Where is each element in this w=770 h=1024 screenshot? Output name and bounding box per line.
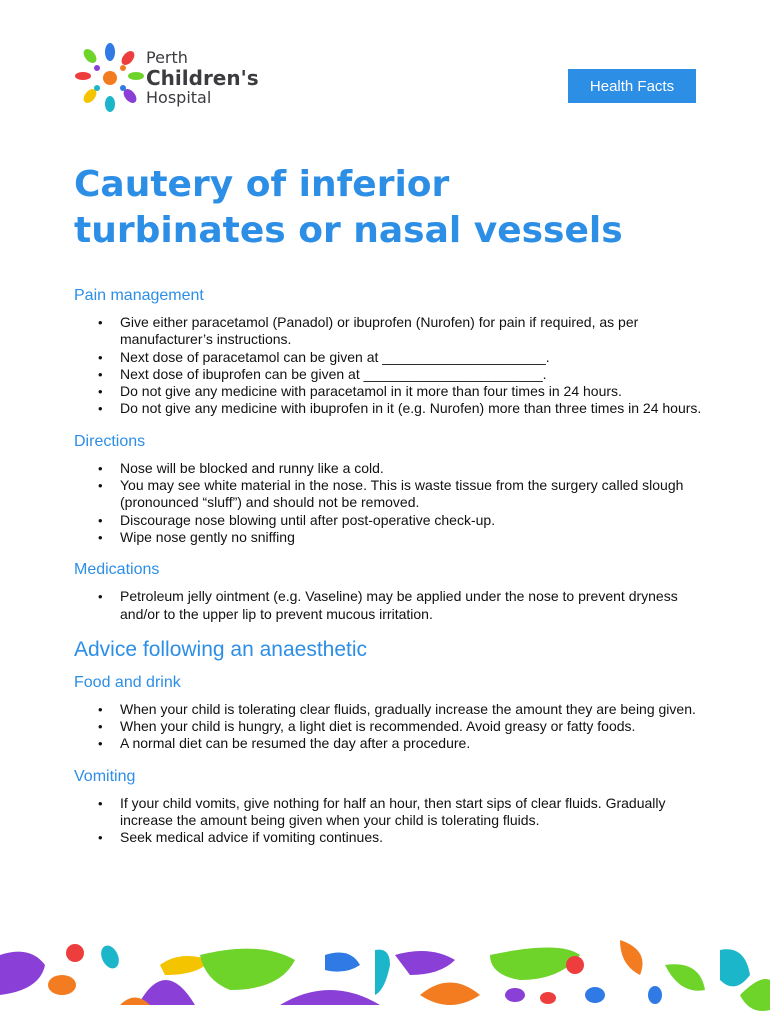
bullet-icon: • [98, 349, 103, 365]
medications-list [74, 588, 714, 623]
list-item: • Do not give any medicine with ibuprofen in it (e.g. Nurofen) more than three times in 24 hours. [98, 400, 702, 417]
list-item: • A normal diet can be resumed the day after a procedure. [98, 735, 471, 752]
list-item: • When your child is tolerating clear fluids, gradually increase the amount they are being given. [98, 700, 696, 717]
teal-shape-2 [375, 950, 390, 995]
bullet-icon: • [98, 512, 103, 528]
vomiting-list [74, 795, 714, 847]
purple-shape [0, 952, 45, 995]
bullet-icon: • [98, 589, 103, 605]
red-dot-3 [566, 956, 584, 974]
orange-shape-4 [620, 940, 643, 975]
section-heading-pain: Pain management [74, 287, 204, 304]
bullet-icon: • [98, 736, 103, 752]
list-item: • When your child is hungry, a light diet is recommended. Avoid greasy or fatty foods. [98, 718, 636, 735]
list-item: • Nose will be blocked and runny like a cold. [98, 459, 384, 476]
document-body [74, 286, 714, 847]
bullet-icon: • [98, 478, 103, 494]
bullet-icon: • [98, 701, 103, 717]
teal-shape [98, 943, 123, 972]
bullet-icon: • [98, 719, 103, 735]
bullet-icon: • [98, 366, 103, 382]
bullet-icon: • [98, 529, 103, 545]
pain-list [74, 314, 714, 418]
page-title [74, 162, 714, 254]
purple-shape-3 [280, 990, 380, 1005]
red-dot [66, 944, 84, 962]
list-item: • If your child vomits, give nothing for half an hour, then start sips of clear fluids. Gradually increase the amount being given when your child is tolerating fluids. [98, 794, 666, 829]
section-heading-vomiting: Vomiting [74, 767, 136, 785]
orange-shape-3 [420, 983, 480, 1006]
bullet-icon: • [98, 795, 103, 811]
green-shape-3 [665, 964, 705, 990]
green-shape [200, 949, 295, 990]
list-item: • Give either paracetamol (Panadol) or ibuprofen (Nurofen) for pain if required, as per manufacturer’s instructions. [98, 314, 639, 348]
section-heading-medications: Medications [74, 561, 160, 579]
section-heading-directions: Directions [74, 432, 146, 450]
teal-shape-3 [720, 949, 750, 986]
title-line-2: turbinates or nasal vessels [74, 210, 623, 251]
bullet-icon: • [98, 401, 103, 417]
title-line-1: Cautery of inferior [74, 164, 450, 205]
logo-line-perth: Perth [146, 48, 188, 67]
section-heading-advice: Advice following an anaesthetic [74, 637, 368, 661]
list-item: • Discourage nose blowing until after post-operative check-up. [98, 511, 496, 528]
bullet-icon: • [98, 830, 103, 846]
list-item: • Petroleum jelly ointment (e.g. Vaseline) may be applied under the nose to prevent dryness and/or to the upper lip to prevent mucous irritation. [98, 588, 678, 622]
orange-shape [48, 975, 76, 995]
list-item: • Next dose of paracetamol can be given at _____________________. [98, 348, 550, 365]
bullet-icon: • [98, 460, 103, 476]
list-item: • Do not give any medicine with paracetamol in it more than four times in 24 hours. [98, 383, 622, 400]
decorative-footer-shapes [0, 935, 770, 1024]
blue-shape-2 [585, 987, 605, 1003]
blue-shape-3 [648, 986, 662, 1004]
bullet-icon: • [98, 315, 103, 330]
logo-line-childrens: Children's [146, 66, 259, 90]
bullet-icon: • [98, 384, 103, 400]
green-shape-4 [740, 979, 770, 1011]
food-list [74, 701, 714, 753]
red-dot-2 [540, 992, 556, 1004]
logo-text [146, 50, 259, 106]
list-item: • Next dose of ibuprofen can be given at _______________________. [98, 365, 547, 382]
hospital-logo [70, 38, 270, 118]
section-heading-food: Food and drink [74, 673, 181, 691]
blue-shape [325, 953, 360, 972]
list-item: • You may see white material in the nose. This is waste tissue from the surgery called slough (pronounced “sluff”) and should not be removed. [98, 477, 684, 511]
flower-burst-logo-icon [70, 38, 150, 118]
purple-shape-4 [395, 951, 455, 975]
purple-shape-2 [138, 980, 195, 1005]
directions-list [74, 460, 714, 546]
purple-dot [505, 988, 525, 1002]
list-item: • Seek medical advice if vomiting continues. [98, 829, 384, 846]
list-item: • Wipe nose gently no sniffing [98, 528, 295, 545]
health-facts-badge: Health Facts [568, 69, 696, 103]
logo-line-hospital: Hospital [146, 88, 212, 107]
